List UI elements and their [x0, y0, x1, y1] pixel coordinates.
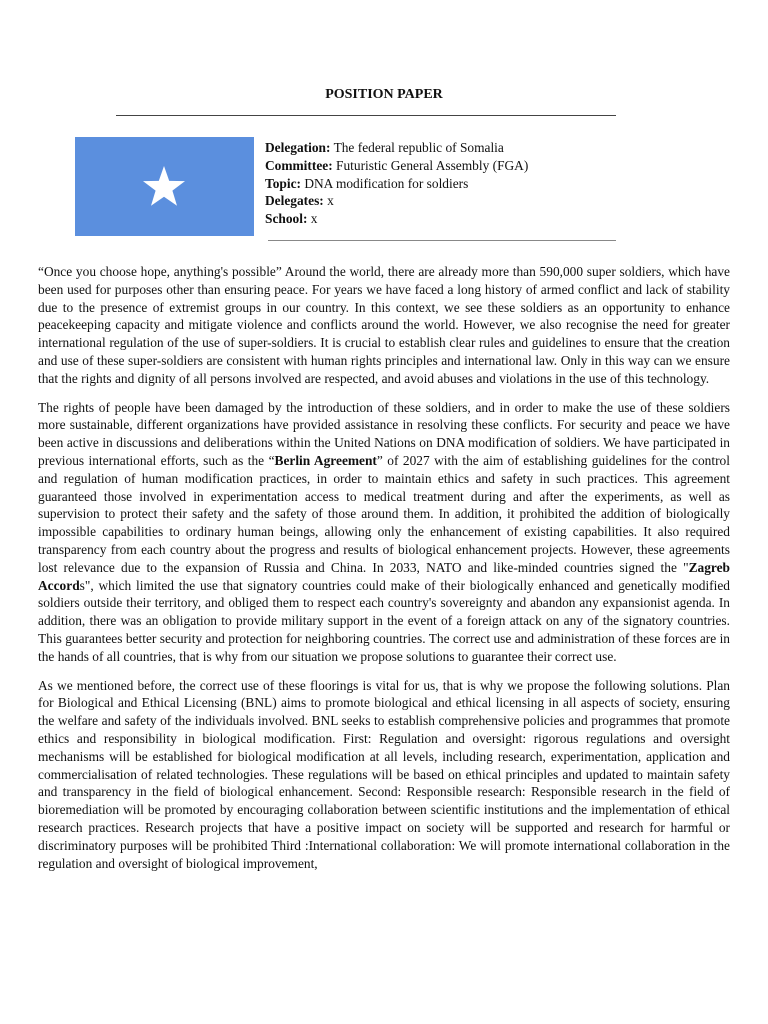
zagreb-accord-term: Zagreb Accord	[38, 559, 730, 593]
paragraph-intro: “Once you choose hope, anything's possible” Around the world, there are already more than 590,000 super soldiers, which have been used for purposes other than ensuring peace. For years we have faced a long history of armed conflict and lack of stability due to the presence of extremist groups in our country. In this context, we see these soldiers as an opportunity to enhance peacekeeping capacity and mitigate violence and conflicts around the world. However, we also recognise the need for greater international regulation of the use of super-soldiers. It is crucial to establish clear rules and guidelines to ensure that the creation and use of these super-soldiers are consistent with human rights principles and international law. Only in this way can we ensure that the rights and dignity of all persons involved are respected, and avoid abuses and violations in the use of this technology.	[38, 264, 730, 386]
info-divider	[268, 240, 616, 241]
committee-row	[265, 157, 528, 175]
paragraph-solutions: As we mentioned before, the correct use of these floorings is vital for us, that is why we propose the following solutions. Plan for Biological and Ethical Licensing (BNL) aims to promote biological and ethical licensing in all aspects of society, ensuring the welfare and safety of the individuals involved. BNL seeks to establish comprehensive policies and programmes that promote ethics and responsibility in biological modification. First: Regulation and oversight: rigorous regulations and oversight mechanisms will be established for biological modification at all levels, including research, experimentation, application and commercialisation of related technologies. These regulations will be based on ethical principles and updated to maintain safety and transparency in the field of biological enhancement. Second: Responsible research: Responsible research in the field of bioremediation will be promoted by encouraging collaboration between scientific institutions and the implementation of ethical research practices. Research projects that have a positive impact on society will be supported and research for harmful or discriminatory purposes will be prohibited Third :International collaboration: We will promote international collaboration in the regulation and oversight of biological improvement,	[38, 677, 730, 871]
committee-value: Futuristic General Assembly (FGA)	[336, 157, 529, 173]
page-title: POSITION PAPER	[325, 87, 443, 102]
delegates-row	[265, 192, 528, 210]
delegates-value: x	[327, 193, 334, 209]
delegation-value: The federal republic of Somalia	[333, 140, 504, 155]
school-value: x	[310, 211, 318, 227]
topic-row	[265, 175, 528, 193]
delegation-row	[265, 139, 528, 157]
paragraph-background-part3: s", which limited the use that signatory countries could make of their biologically enhanced and genetically modified soldiers outside their territory, and obliged them to respect each country's sovereignty and abandon any expansionist agenda. In addition, there was an obligation to provide military support in the event of a foreign attack on any of the signatory countries. This guarantees better security and protection for neighboring countries. The correct use and administration of these forces are in the hands of all countries, that is why from our situation we propose solutions to guarantee their correct use.	[38, 577, 730, 664]
school-label: School:	[265, 211, 308, 227]
somalia-flag	[75, 137, 254, 236]
school-row	[265, 210, 528, 228]
paragraph-background-part2: ” of 2027 with the aim of establishing guidelines for the control and regulation of human modification practices, in order to maintain ethics and safety in such practices. This agreement guaranteed those involved in experimentation access to medical treatment during and after the experiments, as well as supervision to protect their safety and the safety of those around them. In addition, it prohibited the addition of biologically impossible capabilities to ordinary human beings, allowing only the enhancement of existing capabilities. It also required transparency from each country about the progress and results of biological enhancement projects. However, these agreements lost relevance due to the expansion of Russia and China. In 2033, NATO and like-minded countries signed the "	[38, 452, 730, 575]
delegation-info	[265, 139, 528, 228]
body-text	[38, 263, 730, 883]
paragraph-background	[38, 399, 730, 666]
paragraph-background-part1: The rights of people have been damaged by the introduction of these soldiers, and in order to make the use of these soldiers more sustainable, different organizations have provided assistance in resolving these conflicts. For security and peace we have been active in discussions and deliberations within the United Nations on DNA modification of soldiers. We have participated in previous international efforts, such as the “	[38, 399, 730, 468]
committee-label: Committee:	[265, 157, 333, 173]
delegation-label: Delegation:	[265, 140, 331, 155]
berlin-agreement-term: Berlin Agreement	[274, 452, 377, 468]
topic-label: Topic:	[265, 175, 301, 191]
star-icon	[142, 165, 186, 207]
delegates-label: Delegates:	[265, 193, 324, 209]
topic-value: DNA modification for soldiers	[304, 175, 469, 191]
title-divider	[116, 115, 616, 116]
